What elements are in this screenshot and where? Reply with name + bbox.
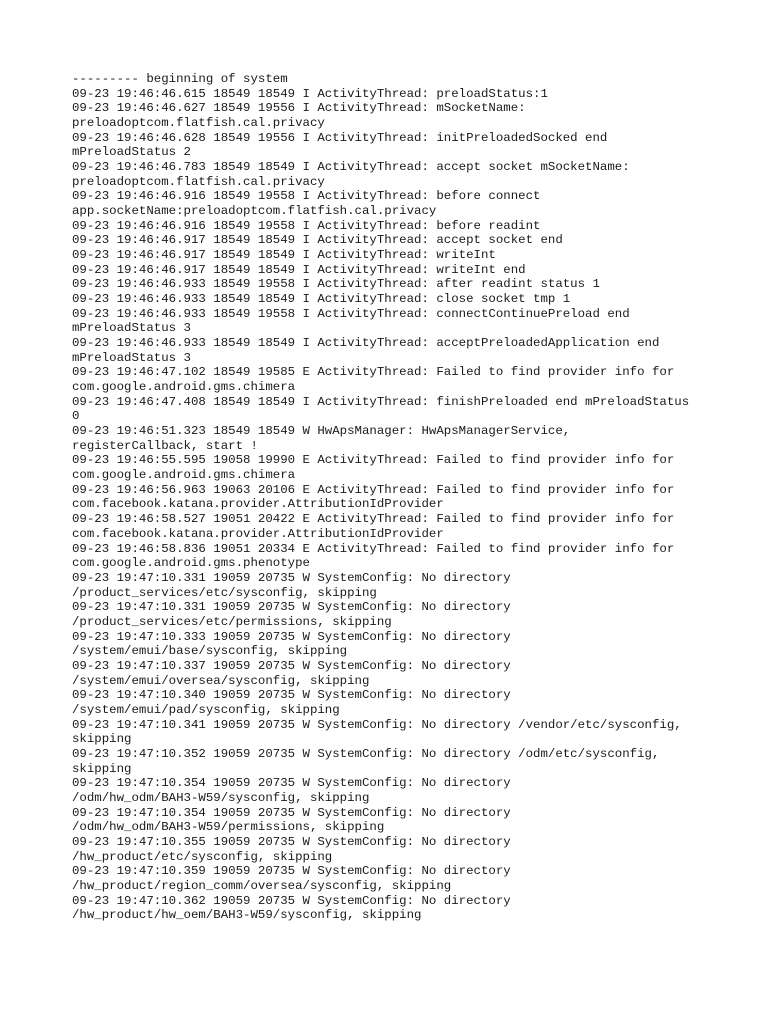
log-line: mPreloadStatus 2 xyxy=(72,145,191,160)
log-line: 09-23 19:46:46.783 18549 18549 I ActivityThread: accept socket mSocketName: xyxy=(72,160,630,175)
log-line: 09-23 19:46:56.963 19063 20106 E ActivityThread: Failed to find provider info for xyxy=(72,482,675,497)
log-line: 09-23 19:46:46.917 18549 18549 I ActivityThread: writeInt end xyxy=(72,262,526,277)
log-line: 09-23 19:47:10.331 19059 20735 W SystemConfig: No directory xyxy=(72,600,511,615)
log-line: 09-23 19:46:46.916 18549 19558 I ActivityThread: before readint xyxy=(72,218,541,233)
log-line: 09-23 19:46:47.102 18549 19585 E ActivityThread: Failed to find provider info for xyxy=(72,365,675,380)
log-line: preloadoptcom.flatfish.cal.privacy xyxy=(72,116,325,131)
log-line: /hw_product/hw_oem/BAH3-W59/sysconfig, skipping xyxy=(72,908,422,923)
log-line: registerCallback, start ! xyxy=(72,438,258,453)
log-line: 09-23 19:47:10.362 19059 20735 W SystemConfig: No directory xyxy=(72,893,511,908)
log-line: /product_services/etc/permissions, skipping xyxy=(72,614,392,629)
log-line: 09-23 19:47:10.341 19059 20735 W SystemConfig: No directory /vendor/etc/sysconfig, xyxy=(72,717,682,732)
log-line: 09-23 19:47:10.333 19059 20735 W SystemConfig: No directory xyxy=(72,629,511,644)
log-line: 09-23 19:47:10.337 19059 20735 W SystemConfig: No directory xyxy=(72,658,511,673)
log-line: 09-23 19:47:10.354 19059 20735 W SystemConfig: No directory xyxy=(72,805,511,820)
log-line: 09-23 19:46:46.933 18549 18549 I ActivityThread: acceptPreloadedApplication end xyxy=(72,336,660,351)
log-line: 09-23 19:46:46.627 18549 19556 I ActivityThread: mSocketName: xyxy=(72,101,526,116)
log-line: app.socketName:preloadoptcom.flatfish.cal.privacy xyxy=(72,204,437,219)
log-line: 09-23 19:46:46.917 18549 18549 I ActivityThread: writeInt xyxy=(72,248,496,263)
log-line: /odm/hw_odm/BAH3-W59/permissions, skipping xyxy=(72,820,385,835)
log-line: 09-23 19:46:46.933 18549 19558 I ActivityThread: connectContinuePreload end xyxy=(72,306,630,321)
log-line: 09-23 19:46:46.615 18549 18549 I ActivityThread: preloadStatus:1 xyxy=(72,86,548,101)
log-line: 09-23 19:46:46.933 18549 18549 I ActivityThread: close socket tmp 1 xyxy=(72,292,571,307)
log-line: com.facebook.katana.provider.AttributionIdProvider xyxy=(72,526,444,541)
log-line: /system/emui/base/sysconfig, skipping xyxy=(72,644,348,659)
log-line: preloadoptcom.flatfish.cal.privacy xyxy=(72,174,325,189)
log-line: skipping xyxy=(72,761,132,776)
log-line: 09-23 19:46:46.916 18549 19558 I ActivityThread: before connect xyxy=(72,189,541,204)
log-line: skipping xyxy=(72,732,132,747)
log-line: 09-23 19:46:55.595 19058 19990 E ActivityThread: Failed to find provider info for xyxy=(72,453,675,468)
log-line: 09-23 19:46:51.323 18549 18549 W HwApsManager: HwApsManagerService, xyxy=(72,424,571,439)
log-line: 09-23 19:46:47.408 18549 18549 I ActivityThread: finishPreloaded end mPreloadStatus xyxy=(72,394,690,409)
log-line: /odm/hw_odm/BAH3-W59/sysconfig, skipping xyxy=(72,790,370,805)
log-line: 09-23 19:46:46.933 18549 19558 I ActivityThread: after readint status 1 xyxy=(72,277,600,292)
log-line: mPreloadStatus 3 xyxy=(72,350,191,365)
log-line: --------- beginning of system xyxy=(72,72,288,86)
log-line: /system/emui/pad/sysconfig, skipping xyxy=(72,702,340,717)
log-line: 09-23 19:47:10.359 19059 20735 W SystemConfig: No directory xyxy=(72,864,511,879)
log-line: com.google.android.gms.chimera xyxy=(72,380,296,395)
log-line: 09-23 19:47:10.355 19059 20735 W SystemConfig: No directory xyxy=(72,834,511,849)
log-line: 09-23 19:47:10.331 19059 20735 W SystemConfig: No directory xyxy=(72,570,511,585)
log-line: 09-23 19:47:10.340 19059 20735 W SystemConfig: No directory xyxy=(72,688,511,703)
log-line: /system/emui/oversea/sysconfig, skipping xyxy=(72,673,370,688)
log-line: com.google.android.gms.chimera xyxy=(72,468,296,483)
log-line: com.facebook.katana.provider.AttributionIdProvider xyxy=(72,497,444,512)
log-text xyxy=(72,72,712,923)
log-line: 09-23 19:47:10.354 19059 20735 W SystemConfig: No directory xyxy=(72,776,511,791)
log-line: 09-23 19:46:58.836 19051 20334 E ActivityThread: Failed to find provider info for xyxy=(72,541,675,556)
log-line: mPreloadStatus 3 xyxy=(72,321,191,336)
log-line: 09-23 19:46:58.527 19051 20422 E ActivityThread: Failed to find provider info for xyxy=(72,512,675,527)
log-line: /hw_product/etc/sysconfig, skipping xyxy=(72,849,333,864)
log-line: 09-23 19:46:46.628 18549 19556 I ActivityThread: initPreloadedSocked end xyxy=(72,130,608,145)
log-line: /hw_product/region_comm/oversea/sysconfig, skipping xyxy=(72,878,452,893)
log-line: com.google.android.gms.phenotype xyxy=(72,556,310,571)
log-line: 09-23 19:46:46.917 18549 18549 I ActivityThread: accept socket end xyxy=(72,233,563,248)
log-line: 09-23 19:47:10.352 19059 20735 W SystemConfig: No directory /odm/etc/sysconfig, xyxy=(72,746,660,761)
log-line: 0 xyxy=(72,409,80,424)
log-line: /product_services/etc/sysconfig, skipping xyxy=(72,585,377,600)
